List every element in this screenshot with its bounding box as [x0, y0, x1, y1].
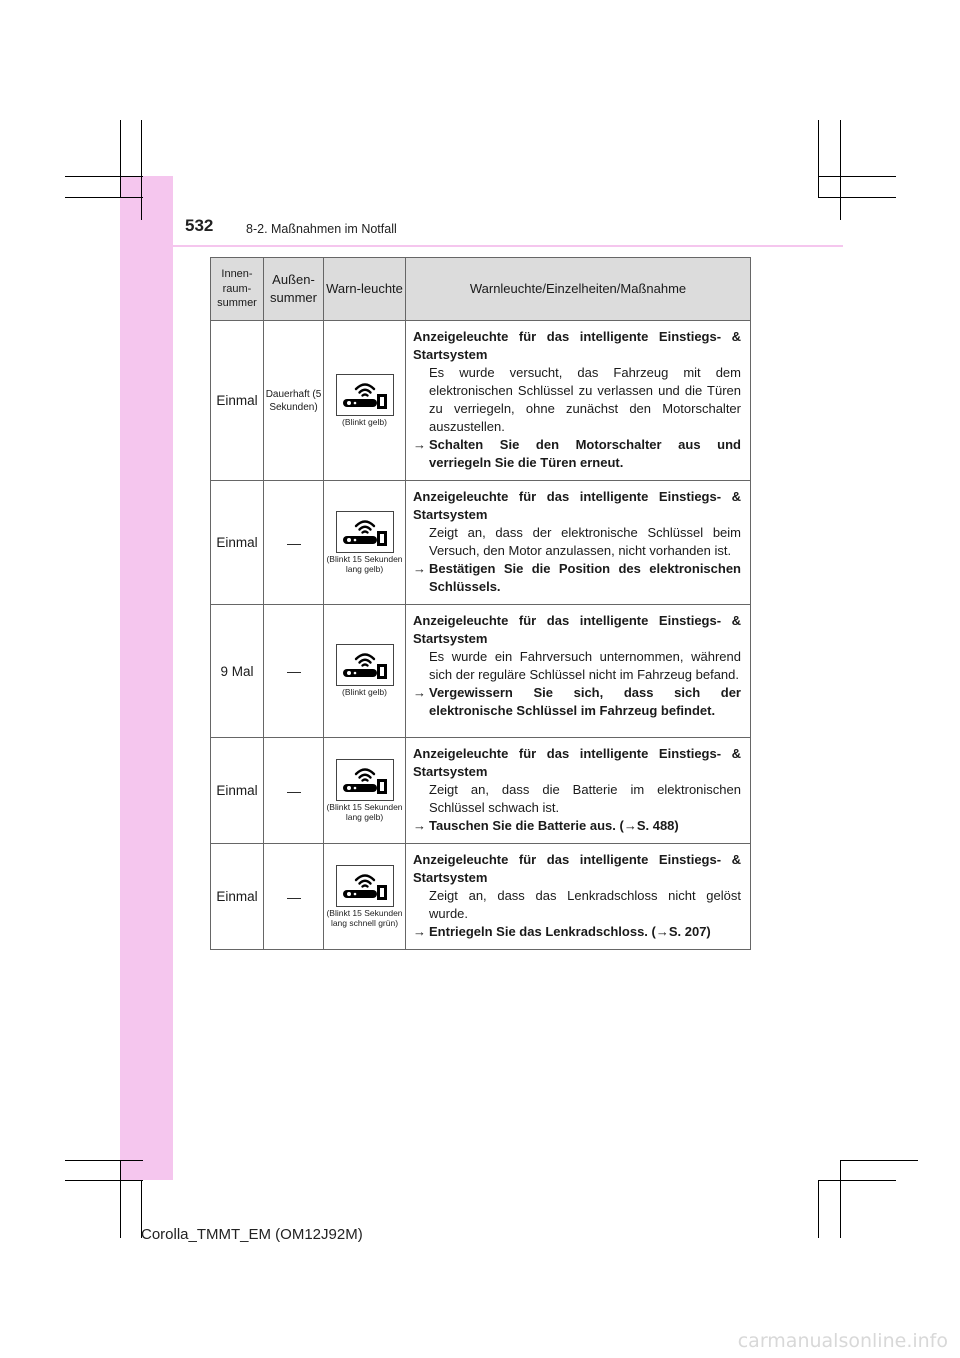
arrow-icon: → — [413, 818, 426, 833]
action-text: Tauschen Sie die Batterie aus. (→S. 488) — [429, 818, 679, 833]
action-text: Vergewissern Sie sich, dass sich der elektronische Schlüssel im Fahrzeug befindet. — [429, 685, 741, 718]
section-title: 8-2. Maßnahmen im Notfall — [246, 222, 397, 236]
detail-body: Es wurde versucht, das Fahrzeug mit dem elektronischen Schlüssel zu verlassen und die Türen zu verriegeln, ohne zunächst den Motorschalter auszustellen. — [429, 365, 741, 434]
cell-innenraumsummer: Einmal — [211, 481, 264, 605]
crop-mark — [141, 120, 142, 220]
crop-mark — [818, 176, 896, 177]
cell-aussensummer: Dauerhaft (5 Sekunden) — [264, 321, 324, 481]
detail-body: Zeigt an, dass das Lenkradschloss nicht gelöst wurde. — [429, 888, 741, 921]
arrow-icon: → — [413, 437, 426, 452]
smart-key-indicator-icon — [336, 865, 394, 907]
detail-body: Zeigt an, dass die Batterie im elektronischen Schlüssel schwach ist. — [429, 782, 741, 815]
lamp-caption: (Blinkt gelb) — [342, 416, 387, 427]
cell-warnleuchte — [324, 321, 406, 481]
cell-warnleuchte — [324, 605, 406, 738]
table-row — [211, 481, 751, 605]
header-rule — [120, 245, 843, 247]
crop-mark — [65, 197, 143, 198]
action-text: Schalten Sie den Motorschalter aus und verriegeln Sie die Türen erneut. — [429, 437, 741, 470]
cell-details — [406, 844, 751, 950]
action-text: Bestätigen Sie die Position des elektronischen Schlüssels. — [429, 561, 741, 594]
footer-doc-id: Corolla_TMMT_EM (OM12J92M) — [141, 1226, 363, 1243]
smart-key-indicator-icon — [336, 644, 394, 686]
cell-details — [406, 605, 751, 738]
arrow-icon: → — [413, 561, 426, 576]
table-header-row — [211, 258, 751, 321]
warning-table — [210, 257, 751, 950]
lamp-caption: (Blinkt 15 Sekunden lang schnell grün) — [326, 907, 403, 928]
table-row — [211, 605, 751, 738]
cell-details — [406, 738, 751, 844]
crop-mark — [120, 1160, 121, 1238]
detail-title: Anzeigeleuchte für das intelligente Einstiegs- & Startsystem — [413, 613, 741, 646]
crop-mark — [65, 1180, 143, 1181]
detail-body: Es wurde ein Fahrversuch unternommen, während sich der reguläre Schlüssel nicht im Fahrzeug befand. — [429, 649, 741, 682]
table-row — [211, 844, 751, 950]
smart-key-indicator-icon — [336, 759, 394, 801]
cell-innenraumsummer: Einmal — [211, 844, 264, 950]
crop-mark — [818, 197, 896, 198]
cell-warnleuchte — [324, 481, 406, 605]
crop-mark — [65, 1160, 143, 1161]
crop-mark — [840, 1160, 918, 1161]
arrow-icon: → — [413, 685, 426, 700]
pink-margin-bar — [120, 176, 173, 1180]
header-details: Warnleuchte/Einzelheiten/Maßnahme — [406, 258, 751, 321]
cell-innenraumsummer: 9 Mal — [211, 605, 264, 738]
header-innenraumsummer: Innen-raum-summer — [211, 258, 264, 321]
cell-warnleuchte — [324, 844, 406, 950]
cell-aussensummer: — — [264, 738, 324, 844]
detail-title: Anzeigeleuchte für das intelligente Einstiegs- & Startsystem — [413, 489, 741, 522]
table-row — [211, 321, 751, 481]
crop-mark — [840, 1160, 841, 1238]
crop-mark — [818, 1180, 819, 1238]
detail-action — [413, 684, 741, 720]
crop-mark — [840, 120, 841, 220]
detail-action — [413, 817, 741, 835]
crop-mark — [818, 120, 819, 198]
lamp-caption: (Blinkt gelb) — [342, 687, 387, 698]
cell-aussensummer: — — [264, 844, 324, 950]
watermark: carmanualsonline.info — [737, 1330, 948, 1352]
detail-title: Anzeigeleuchte für das intelligente Einstiegs- & Startsystem — [413, 329, 741, 362]
smart-key-indicator-icon — [336, 511, 394, 553]
page-number: 532 — [185, 216, 214, 235]
cell-details — [406, 321, 751, 481]
detail-action — [413, 923, 741, 941]
lamp-caption: (Blinkt 15 Sekunden lang gelb) — [326, 801, 403, 822]
cell-details — [406, 481, 751, 605]
crop-mark — [120, 120, 121, 198]
detail-action — [413, 436, 741, 472]
header-warnleuchte: Warn-leuchte — [324, 258, 406, 321]
cell-innenraumsummer: Einmal — [211, 738, 264, 844]
cell-aussensummer: — — [264, 481, 324, 605]
header-aussensummer: Außen-summer — [264, 258, 324, 321]
arrow-icon: → — [413, 924, 426, 939]
cell-warnleuchte — [324, 738, 406, 844]
detail-body: Zeigt an, dass der elektronische Schlüssel beim Versuch, den Motor anzulassen, nicht vorhanden ist. — [429, 525, 741, 558]
crop-mark — [818, 1180, 896, 1181]
detail-title: Anzeigeleuchte für das intelligente Einstiegs- & Startsystem — [413, 852, 741, 885]
cell-innenraumsummer: Einmal — [211, 321, 264, 481]
detail-action — [413, 560, 741, 596]
cell-aussensummer: — — [264, 605, 324, 738]
smart-key-indicator-icon — [336, 374, 394, 416]
action-text: Entriegeln Sie das Lenkradschloss. (→S. 207) — [429, 924, 711, 939]
lamp-caption: (Blinkt 15 Sekunden lang gelb) — [326, 553, 403, 574]
detail-title: Anzeigeleuchte für das intelligente Einstiegs- & Startsystem — [413, 746, 741, 779]
crop-mark — [65, 176, 143, 177]
table-row — [211, 738, 751, 844]
